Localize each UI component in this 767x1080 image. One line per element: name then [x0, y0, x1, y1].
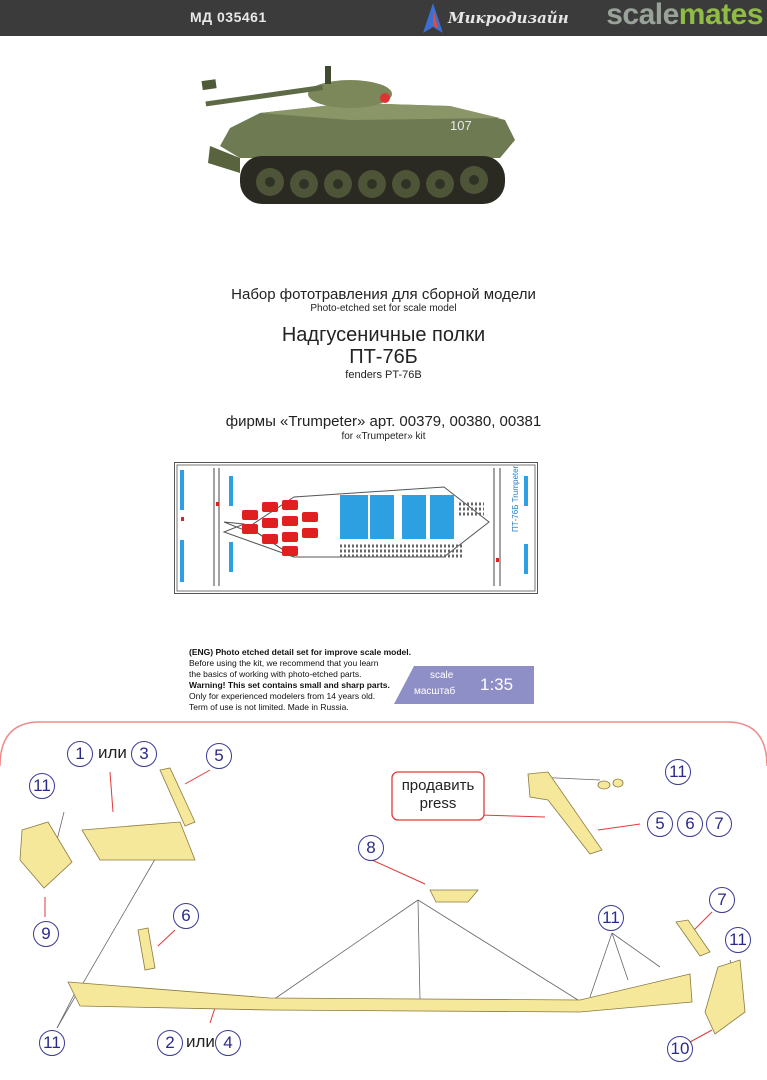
scale-ru: масштаб	[414, 686, 456, 697]
note-6: Term of use is not limited. Made in Russia.	[189, 702, 349, 712]
press-callout	[392, 772, 484, 813]
title-en: fenders PT-76B	[345, 369, 422, 381]
part-number-3: 3	[131, 741, 157, 767]
svg-text:107: 107	[450, 118, 472, 133]
subtitle-ru: Набор фототравления для сборной модели	[231, 286, 536, 303]
part-number-5: 5	[647, 811, 673, 837]
part-number-6: 6	[677, 811, 703, 837]
part-number-11: 11	[39, 1030, 65, 1056]
part-number-9: 9	[33, 921, 59, 947]
part-number-7: 7	[706, 811, 732, 837]
subtitle-en: Photo-etched set for scale model	[310, 303, 457, 314]
kit-en: for «Trumpeter» kit	[341, 431, 426, 442]
part-number-10: 10	[667, 1036, 693, 1062]
site-logo-part-2: mates	[678, 0, 763, 31]
press-label-en: press	[419, 795, 457, 812]
note-2: Before using the kit, we recommend that you learn	[189, 658, 379, 668]
or-label-1: или	[98, 743, 127, 762]
part-number-4: 4	[215, 1030, 241, 1056]
pe-fret	[174, 462, 538, 594]
kit-ru: фирмы «Trumpeter» арт. 00379, 00380, 00381	[225, 413, 542, 430]
brand-name: Микродизайн	[448, 9, 569, 27]
site-logo[interactable]	[606, 0, 763, 32]
note-3: the basics of working with photo-etched parts.	[189, 669, 362, 679]
or-label-2: или	[186, 1032, 215, 1051]
article-number: МД 035461	[190, 9, 267, 25]
scale-value: 1:35	[480, 675, 514, 694]
scale-en: scale	[430, 670, 454, 681]
part-number-2: 2	[157, 1030, 183, 1056]
notes	[189, 647, 411, 713]
brand-logo	[422, 0, 569, 36]
part-number-11: 11	[29, 773, 55, 799]
fret-label: ПТ-76Б Trumpeter	[511, 465, 520, 532]
press-label-ru: продавить	[401, 777, 475, 794]
part-number-11: 11	[725, 927, 751, 953]
part-number-11: 11	[665, 759, 691, 785]
tank-photo	[200, 58, 530, 218]
top-bar	[0, 0, 767, 36]
part-number-7: 7	[709, 887, 735, 913]
part-number-11: 11	[598, 905, 624, 931]
part-number-1: 1	[67, 741, 93, 767]
part-number-6: 6	[173, 903, 199, 929]
instruction-drawing	[0, 712, 767, 1080]
note-1: (ENG) Photo etched detail set for improve scale model.	[189, 647, 411, 657]
note-5: Only for experienced modelers from 14 years old.	[189, 691, 376, 701]
note-4: Warning! This set contains small and sharp parts.	[189, 680, 390, 690]
title-ru-2: ПТ-76Б	[349, 346, 418, 368]
brand-mark-icon	[422, 3, 444, 33]
part-number-8: 8	[358, 835, 384, 861]
instruction-panel	[0, 712, 767, 1080]
part-number-5: 5	[206, 743, 232, 769]
title-ru-1: Надгусеничные полки	[281, 324, 486, 346]
site-logo-part-1: scale	[606, 0, 679, 31]
